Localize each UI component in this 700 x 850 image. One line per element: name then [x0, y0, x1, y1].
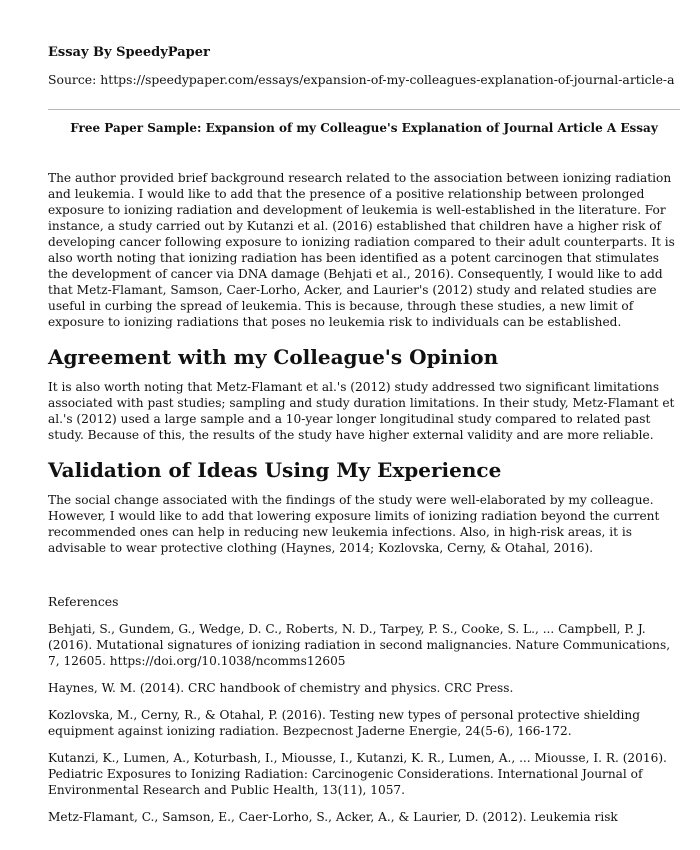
reference-item: Kutanzi, K., Lumen, A., Koturbash, I., Miousse, I., Kutanzi, K. R., Lumen, A., ... Miousse, I. R. (2016). Pediatric Exposures to Ionizing Radiation: Carcinogenic Considerations. International Journal of Environmental Research and Public Health, 13(11), 1057. — [48, 751, 667, 797]
reference-item: Kozlovska, M., Cerny, R., & Otahal, P. (2016). Testing new types of personal protective shielding equipment against ionizing radiation. Bezpecnost Jaderne Energie, 24(5-6), 166-172. — [48, 708, 640, 738]
essay-source-label: Essay By SpeedyPaper — [48, 45, 210, 60]
reference-item: Metz-Flamant, C., Samson, E., Caer-Lorho, S., Acker, A., & Laurier, D. (2012). Leukemia risk — [48, 810, 618, 824]
document-body — [48, 170, 682, 836]
section-paragraph-agreement: It is also worth noting that Metz-Flamant et al.'s (2012) study addressed two significant limitations associated with past studies; sampling and study duration limitations. In their study, Metz-Flamant et al.'s (2012) used a large sample and a 10-year longer longitudinal study compared to related past study. Because of this, the results of the study have higher external validity and are more reliable. — [48, 380, 675, 442]
section-paragraph-validation: The social change associated with the findings of the study were well-elaborated by my colleague. However, I would like to add that lowering exposure limits of ionizing radiation beyond the current recommended ones can help in reducing new leukemia infections. Also, in high-risk areas, it is advisable to wear protective clothing (Haynes, 2014; Kozlovska, Cerny, & Otahal, 2016). — [48, 493, 660, 555]
section-heading-validation: Validation of Ideas Using My Experience — [48, 458, 502, 482]
source-url-line: Source: https://speedypaper.com/essays/expansion-of-my-colleagues-explanation-of-journal-article-a — [48, 72, 675, 87]
reference-item: Behjati, S., Gundem, G., Wedge, D. C., Roberts, N. D., Tarpey, P. S., Cooke, S. L., ... Campbell, P. J. (2016). Mutational signatures of ionizing radiation in second malignancies. Nature Communications, 7, 12605. https://doi.org/10.1038/ncomms12605 — [48, 622, 671, 668]
header-divider — [48, 109, 680, 110]
reference-item: Haynes, W. M. (2014). CRC handbook of chemistry and physics. CRC Press. — [48, 681, 514, 695]
intro-paragraph: The author provided brief background research related to the association between ionizing radiation and leukemia. I would like to add that the presence of a positive relationship between prolonged exposure to ionizing radiation and development of leukemia is well-established in the literature. For instance, a study carried out by Kutanzi et al. (2016) established that children have a higher risk of developing cancer following exposure to ionizing radiation compared to their adult counterparts. It is also worth noting that ionizing radiation has been identified as a potent carcinogen that stimulates the development of cancer via DNA damage (Behjati et al., 2016). Consequently, I would like to add that Metz-Flamant, Samson, Caer-Lorho, Acker, and Laurier's (2012) study and related studies are useful in curbing the spread of leukemia. This is because, through these studies, a new limit of exposure to ionizing radiations that poses no leukemia risk to individuals can be established. — [48, 171, 675, 329]
document-title: Free Paper Sample: Expansion of my Colleague's Explanation of Journal Article A Essay — [70, 121, 658, 135]
section-heading-agreement: Agreement with my Colleague's Opinion — [48, 345, 499, 369]
references-heading: References — [48, 594, 119, 609]
